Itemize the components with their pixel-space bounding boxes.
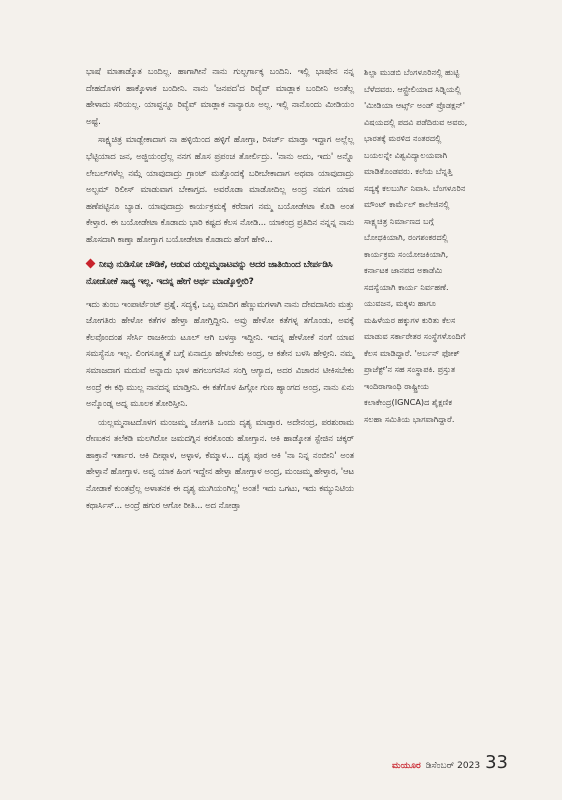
diamond-bullet-icon <box>86 259 96 269</box>
author-bio: ಶಿಲ್ಪಾ ಮುಡಬಿ ಬೆಂಗಳೂರಿನಲ್ಲಿ ಹುಟ್ಟಿ ಬೆಳೆದವರು. ಆಸ್ಟ್ರೇಲಿಯಾದ ಸಿಡ್ನಿಯಲ್ಲಿ 'ಮೀಡಿಯಾ ಆರ್ಟ್ಸ್ ಅಂಡ್ ಪ್ರೊಡಕ್ಷನ್' ವಿಷಯದಲ್ಲಿ ಪದವಿ ಪಡೆದಿರುವ ಅವರು, ಭಾರತಕ್ಕೆ ಮರಳಿದ ನಂತರದಲ್ಲಿ ಬಯಲನ್ನೇ ವಿಶ್ವವಿದ್ಯಾಲಯವಾಗಿ ಮಾಡಿಕೊಂಡವರು. ಕಲೆಯ ಬೆನ್ನತ್ತಿ ಸದ್ಯಕ್ಕೆ ಕಲಬುರ್ಗಿ ನಿವಾಸಿ. ಬೆಂಗಳೂರಿನ ಮೌಂಟ್ ಕಾರ್ಮೆಲ್ ಕಾಲೇಜಿನಲ್ಲಿ ಸಾಕ್ಷ್ಯಚಿತ್ರ ನಿರ್ಮಾಣದ ಬಗ್ಗೆ ಬೋಧಕಿಯಾಗಿ, ರಂಗಶಂಕರದಲ್ಲಿ ಕಾರ್ಯಕ್ರಮ ಸಂಯೋಜಕಿಯಾಗಿ, ಕರ್ನಾಟಕ ಜಾನಪದ ಅಕಾಡೆಮಿ ಸದಸ್ಯೆಯಾಗಿ ಕಾರ್ಯ ನಿರ್ವಹಣೆ. ಯುವಜನ, ಮಕ್ಕಳು ಹಾಗೂ ಮಹಿಳೆಯರ ಹಕ್ಕುಗಳ ಕುರಿತು ಕೆಲಸ ಮಾಡುವ ಸರ್ಕಾರೇತರ ಸಂಸ್ಥೆಗಳೊಂದಿಗೆ ಕೆಲಸ ಮಾಡಿದ್ದಾರೆ. 'ಅರ್ಬನ್ ಫೋಕ್ ಪ್ರಾಜೆಕ್ಟ್'ನ ಸಹ ಸಂಸ್ಥಾಪಕಿ. ಪ್ರಸ್ತುತ ಇಂದಿರಾಗಾಂಧಿ ರಾಷ್ಟ್ರೀಯ ಕಲಾಕೇಂದ್ರ(IGNCA)ದ ಶೈಕ್ಷಣಿಕ ಸಲಹಾ ಸಮಿತಿಯ ಭಾಗವಾಗಿದ್ದಾರೆ. <box>364 67 468 424</box>
author-bio-column <box>364 64 468 427</box>
interview-question <box>86 257 354 291</box>
article-paragraph: ಭಾಷೆ ಮಾತಾಡ್ಕೊತ ಬಂದಿಲ್ಲ. ಹಾಗಾಗೀನೆ ನಾನು ಗುಲ್ಬರ್ಗಾಕ್ಕ ಬಂದಿನಿ. ಇಲ್ಲಿ ಭಾಷೇನ ನನ್ನ ದೇಹದೊಳಗ ಹಾಕ್ಕೊಳಾಕ ಬಂದೀನಿ. ನಾನು 'ಜನಪದ'ದ ರಿವ್ಯೆವ್ ಮಾಡ್ಲಾಕ ಬಂದೀನಿ ಅಂತೆಲ್ಲ ಹೇಳಾದು ಸರಿಯಲ್ಲ. ಯಾವ್ದನ್ನೂ ರಿವ್ಯೆವ್ ಮಾಡ್ಲಾಕ ನಾನ್ಯಾರೂ ಅಲ್ಲ. ಇಲ್ಲಿ ನಾನೊಂದು ಮೀಡಿಯಂ ಅಷ್ಟೆ. <box>86 67 354 127</box>
magazine-name: ಮಯೂರ <box>392 761 421 771</box>
page-footer <box>392 752 508 776</box>
article-paragraph: ಸಾಕ್ಷ್ಯಚಿತ್ರ ಮಾಡ್ಬೇಕಾದಾಗ ನಾ ಹಳ್ಳಿಯಿಂದ ಹಳ್ಳಿಗೆ ಹೋಗ್ತಾ, ರಿಸರ್ಚ್ ಮಾಡ್ತಾ ಇದ್ದಾಗ ಅಲ್ಲೆಲ್ಲ ಭೆಟ್ಟಿಯಾದ ಜನ, ಅಜ್ಜಿಯಂದ್ರೆಲ್ಲ ನನಗ ಹೊಸ ಪ್ರಪಂಚ ತೋರ್ಲಿದ್ರು. 'ನಾನು ಅದು, ಇದು' ಅನ್ನೊ ಲೇಬಲ್‌ಗಳೆಲ್ಲ ನಮ್ಗೆ ಯಾವುದಾದ್ರು ಗ್ರಾಂಟ್ ಮತ್ತೊಂದಕ್ಕೆ ಬರೀಬೇಕಾದಾಗ ಅಥವಾ ಯಾವುದಾದ್ರು ಅಲ್ಬಮ್ ರಿಲೀಸ್ ಮಾಡುವಾಗ ಬೇಕಾಗ್ತದ. ಅವರೊಡಾ ಮಾಡೋದಿಲ್ಲ ಅಂದ್ರ ನಮಗ ಯಾವ ಹಣೆಪಟ್ಟಿನೂ ಬ್ಯಾಡ. ಯಾವುದಾದ್ರು ಕಾರ್ಯಕ್ರಮಕ್ಕೆ ಕರೆದಾಗ ನಮ್ಮ ಬಯೋಡೇಟಾ ಕೊಡಿ ಅಂತ ಕೇಳ್ತಾರ. ಈ ಬಯೋಡೇಟಾ ಕೊಡಾದು ಭಾರಿ ಕಷ್ಟದ ಕೆಲಸ ನೋಡಿ... ಯಾಕಂದ್ರ ಪ್ರತಿದಿನ ನನ್ನನ್ನ ನಾನು ಹೊಸದಾಗಿ ಕಾಣ್ತಾ ಹೋಗ್ತಾಗ ಬಯೋಡೇಟಾ ಕೊಡಾದು ಹೆಂಗೆ ಹೇಳಿ... <box>86 135 354 245</box>
article-paragraph: ಇದು ತುಂಬ ಇಂಪಾರ್ಟೆಂಟ್ ಪ್ರಶ್ನೆ. ಸದ್ಯಕ್ಕೆ, ಒಬ್ಬ ಮಾದಿಗ ಹೆಣ್ಣುಮಗಳಾಗಿ ನಾನು ದೇವದಾಸಿರು ಮತ್ತು ಜೋಗತಿರು ಹೇಳೋ ಕತೆಗಳ ಹೇಳ್ತಾ ಹೋಗ್ತಿದ್ದೀನಿ. ಅವ್ರು ಹೇಳೋ ಕತೆಗಳ್ನ ತಗೊಂಡು, ಅವಕ್ಕೆ ಕೆಲವೊಂದಂಶ ಸೇರ್ಸಿ ರಾಜಕೀಯ ಟೂಲ್ ಆಗಿ ಬಳಸ್ತಾ ಇದ್ದೀನಿ. ಇದನ್ನ ಹೇಳೋಕೆ ನಂಗೆ ಯಾವ ಸಮಸ್ಯೆನೂ ಇಲ್ಲ. ಲಿಂಗಸೂಕ್ಷ್ಮತೆ ಬಗ್ಗೆ ಏನಾದ್ರೂ ಹೇಳಬೇಕು ಅಂದ್ರ, ಆ ಕತೇನ ಬಳಸಿ ಹೇಳ್ತೀನಿ. ನಮ್ಮ ಸಮಾಜದಾಗ ಮದುವೆ ಅನ್ನಾದು ಭಾಳ ಹಗಲುಗನಸಿನ ಸಂಗ್ತಿ ಆಗ್ಯಾದ, ಅದರ ವಿಚಾರನ ಟೀಕಿಸಬೇಕು ಅಂದ್ರೆ ಈ ಕಥಿ ಮುಲ್ಲ ನಾನದನ್ನ ಮಾಡ್ತೀನಿ. ಈ ಕತೆಗೊಳ ಹಿಗ್ಗೋ ಗುಣ ಹ್ಯಾಂಗದ ಅಂದ್ರ, ನಾನು ಏನು ಅನ್ಕೊಂಡ್ನ ಅದ್ನ ಮೂಲಕ ತೋರಿಸ್ತೀನಿ. <box>86 299 354 410</box>
article-column <box>86 64 354 514</box>
issue-date: ಡಿಸೆಂಬರ್ 2023 <box>425 761 481 771</box>
article-paragraph: ಯಲ್ಲಮ್ಮನಾಟದೊಳಗ ಮಂಜಮ್ಮ ಜೋಗತಿ ಒಂದು ದೃಶ್ಯ ಮಾಡ್ತಾರ. ಅದೇನಂದ್ರ, ಪರಶುರಾಮ ರೇಣುಕನ ತಲೆಕಡಿ ಮಲಗಿರೋ ಜಮದಗ್ನಿನ ಕರಕೊಂಡು ಹೋಗ್ತಾನ. ಆಕಿ ಹಾಡ್ಕೋತ ಸ್ಟೇಜಿನ ಚಕ್ಕರ್ ಹಾಕ್ತಾನೆ ಇರ್ತಾರ. ಆಕಿ ದೀಪ್ಗಾಳ, ಅಳ್ಳಾಳ, ಕೆಮ್ಮಾಳ... ದೃಶ್ಯ ಪೂರ ಆಕಿ 'ನಾ ನಿನ್ನ ನಂಬೀನಿ' ಅಂತ ಹೇಳ್ತಾನೆ ಹೋಗ್ತಾಳ. ಅವ್ವ ಯಾಕ ಹಿಂಗ ಇದ್ದೇನ ಹೇಳ್ತಾ ಹೋಗ್ತಾಳ ಅಂದ್ರ, ಮಂಜಮ್ಮ ಹೇಳ್ತಾರ, 'ಆಟ ನೋಡಾಕೆ ಕುಂತವ್ರೆಲ್ಲ ಅಳಾತನಕ ಈ ದೃಶ್ಯ ಮುಗಿಯಂಗಿಲ್ಲ' ಅಂತ! ಇದು ಒಗಟು, ಇದು ಕಮ್ಯುನಿಟಿಯ ಕಥಾರ್ಸಿಸ್... ಅಂದ್ರೆ ಹಗುರ ಆಗೋ ರೀತಿ... ಅದ ನೋಡ್ತಾ <box>86 417 354 511</box>
page-number: 33 <box>485 752 508 773</box>
question-text: ನೀವು ನುಡಿಸೋ ಚೌಡಿಕೆ, ಆಡುವ ಯಲ್ಲಮ್ಮನಾಟವನ್ನು ಅದರ ಜಾತಿಯಿಂದ ಬೇರ್ಪಡಿಸಿ ನೋಡೋಕೆ ಸಾಧ್ಯ ಇಲ್ಲ. ಇದನ್ನ ಹೇಗೆ ಅರ್ಥ ಮಾಡ್ಕೊಳ್ತೀರಿ? <box>86 259 333 287</box>
